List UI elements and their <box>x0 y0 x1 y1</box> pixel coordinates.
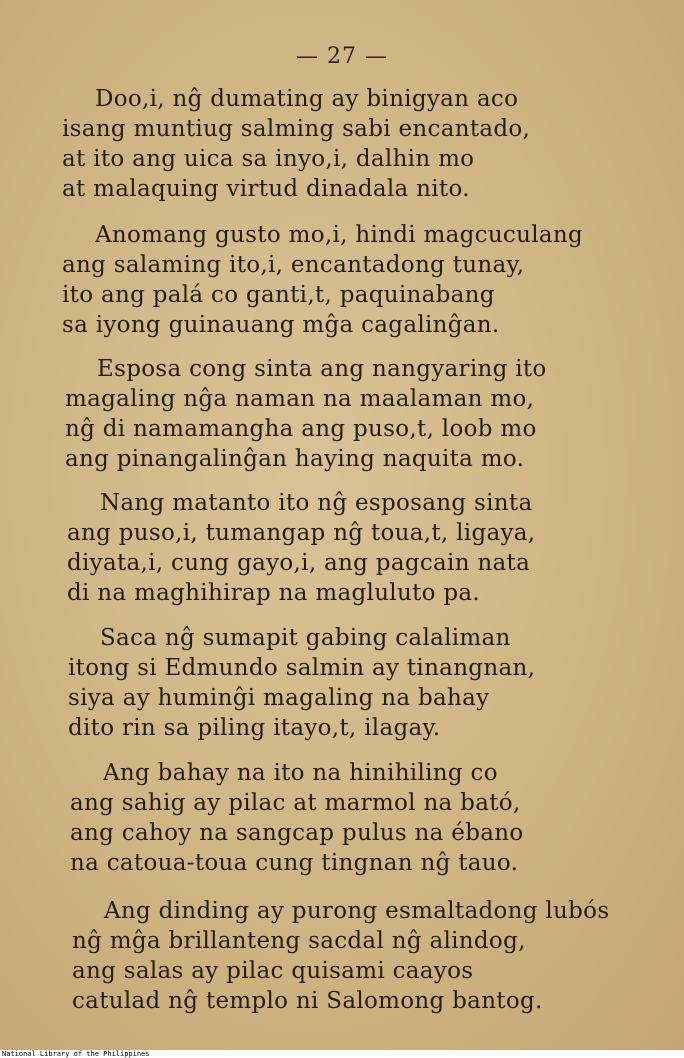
verse-line: isang muntiug salming sabi encantado, <box>62 116 531 142</box>
page-number: — 27 — <box>296 44 388 69</box>
verse-line: Nang matanto ito nĝ esposang sinta <box>100 490 533 516</box>
verse-line: ang sahig ay pilac at marmol na bató, <box>70 790 521 816</box>
verse-line: magaling nĝa naman na maalaman mo, <box>65 386 535 412</box>
verse-line: Ang bahay na ito na hinihiling co <box>103 760 498 786</box>
verse-line: catulad nĝ templo ni Salomong bantog. <box>72 988 543 1014</box>
verse-line: siya ay huminĝi magaling na bahay <box>68 685 490 711</box>
verse-line: itong si Edmundo salmin ay tinangnan, <box>68 655 536 681</box>
verse-line: Anomang gusto mo,i, hindi magcuculang <box>95 222 584 248</box>
verse-line: na catoua-toua cung tingnan nĝ tauo. <box>70 850 519 876</box>
library-credit: National Library of the Philippines <box>2 1050 150 1058</box>
verse-line: at malaquing virtud dinadala nito. <box>62 176 470 202</box>
verse-line: Doo,i, nĝ dumating ay binigyan aco <box>95 86 519 112</box>
verse-line: ang salaming ito,i, encantadong tunay, <box>62 252 525 278</box>
verse-line: nĝ mĝa brillanteng sacdal nĝ alindog, <box>72 928 526 954</box>
verse-line: ang pinangalinĝan haying naquita mo. <box>65 446 525 472</box>
verse-line: ang puso,i, tumangap nĝ toua,t, ligaya, <box>67 520 536 546</box>
verse-line: ang cahoy na sangcap pulus na ébano <box>70 820 524 846</box>
verse-line: Ang dinding ay purong esmaltadong lubós <box>104 898 610 924</box>
verse-line: nĝ di namamangha ang puso,t, loob mo <box>65 416 537 442</box>
verse-line: di na maghihirap na magluluto pa. <box>67 580 481 606</box>
verse-line: ito ang palá co ganti,t, paquinabang <box>62 282 495 308</box>
verse-line: dito rin sa piling itayo,t, ilagay. <box>68 715 441 741</box>
verse-line: Esposa cong sinta ang nangyaring ito <box>97 356 547 382</box>
verse-line: at ito ang uica sa inyo,i, dalhin mo <box>62 146 475 172</box>
verse-line: ang salas ay pilac quisami caayos <box>72 958 474 984</box>
verse-line: Saca nĝ sumapit gabing calaliman <box>100 625 511 651</box>
verse-line: diyata,i, cung gayo,i, ang pagcain nata <box>67 550 531 576</box>
verse-line: sa iyong guinauang mĝa cagalinĝan. <box>62 312 500 338</box>
